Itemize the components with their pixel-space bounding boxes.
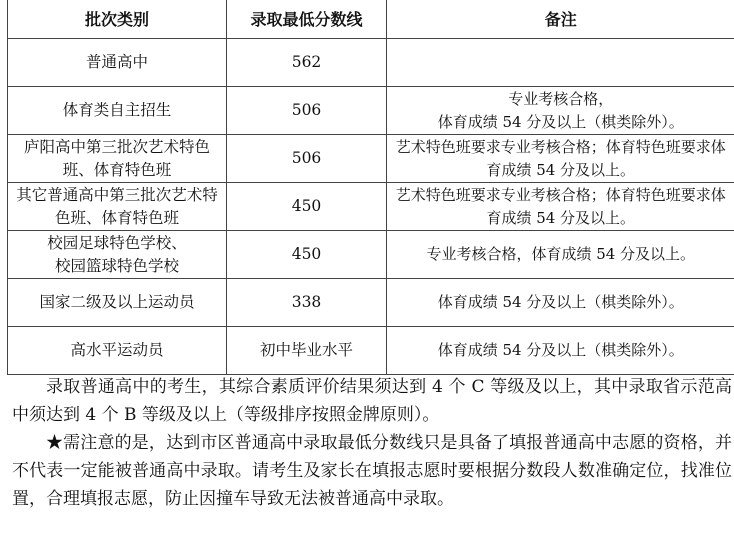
- category-cell: 普通高中: [8, 39, 227, 87]
- table-row: [8, 327, 734, 375]
- table-row: [8, 39, 734, 87]
- note-cell: 艺术特色班要求专业考核合格；体育特色班要求体育成绩 54 分及以上。: [387, 135, 734, 183]
- note-cell: 体育成绩 54 分及以上（棋类除外）。: [387, 327, 734, 375]
- note-cell: 专业考核合格，体育成绩 54 分及以上。: [387, 231, 734, 279]
- score-cell: 338: [227, 279, 387, 327]
- score-cell: 450: [227, 183, 387, 231]
- category-cell: 国家二级及以上运动员: [8, 279, 227, 327]
- note-cell: 艺术特色班要求专业考核合格；体育特色班要求体育成绩 54 分及以上。: [387, 183, 734, 231]
- category-cell: 体育类自主招生: [8, 87, 227, 135]
- header-category: 批次类别: [8, 1, 227, 39]
- evaluation-requirement-paragraph: 录取普通高中的考生，其综合素质评价结果须达到 4 个 C 等级及以上，其中录取省示范高中须达到 4 个 B 等级及以上（等级排序按照金牌原则）。: [12, 377, 732, 425]
- score-table: [7, 0, 734, 375]
- table-header-row: [8, 1, 734, 39]
- table-row: [8, 87, 734, 135]
- header-note: 备注: [387, 1, 734, 39]
- notes-section: [12, 373, 732, 513]
- category-cell: 高水平运动员: [8, 327, 227, 375]
- score-cell: 初中毕业水平: [227, 327, 387, 375]
- category-cell: 庐阳高中第三批次艺术特色班、体育特色班: [8, 135, 227, 183]
- score-cell: 450: [227, 231, 387, 279]
- category-cell: 其它普通高中第三批次艺术特色班、体育特色班: [8, 183, 227, 231]
- table-row: [8, 231, 734, 279]
- table-row: [8, 279, 734, 327]
- note-cell: 专业考核合格， 体育成绩 54 分及以上（棋类除外）。: [387, 87, 734, 135]
- category-cell: 校园足球特色学校、 校园篮球特色学校: [8, 231, 227, 279]
- note-cell: [387, 39, 734, 87]
- header-min-score: 录取最低分数线: [227, 1, 387, 39]
- score-cell: 562: [227, 39, 387, 87]
- score-cell: 506: [227, 135, 387, 183]
- table-row: [8, 135, 734, 183]
- score-cell: 506: [227, 87, 387, 135]
- table-row: [8, 183, 734, 231]
- note-cell: 体育成绩 54 分及以上（棋类除外）。: [387, 279, 734, 327]
- attention-notice-paragraph: ★需注意的是，达到市区普通高中录取最低分数线只是具备了填报普通高中志愿的资格，并不代表一定能被普通高中录取。请考生及家长在填报志愿时要根据分数段人数准确定位，找准位置，合理填报志愿，防止因撞车导致无法被普通高中录取。: [12, 433, 732, 509]
